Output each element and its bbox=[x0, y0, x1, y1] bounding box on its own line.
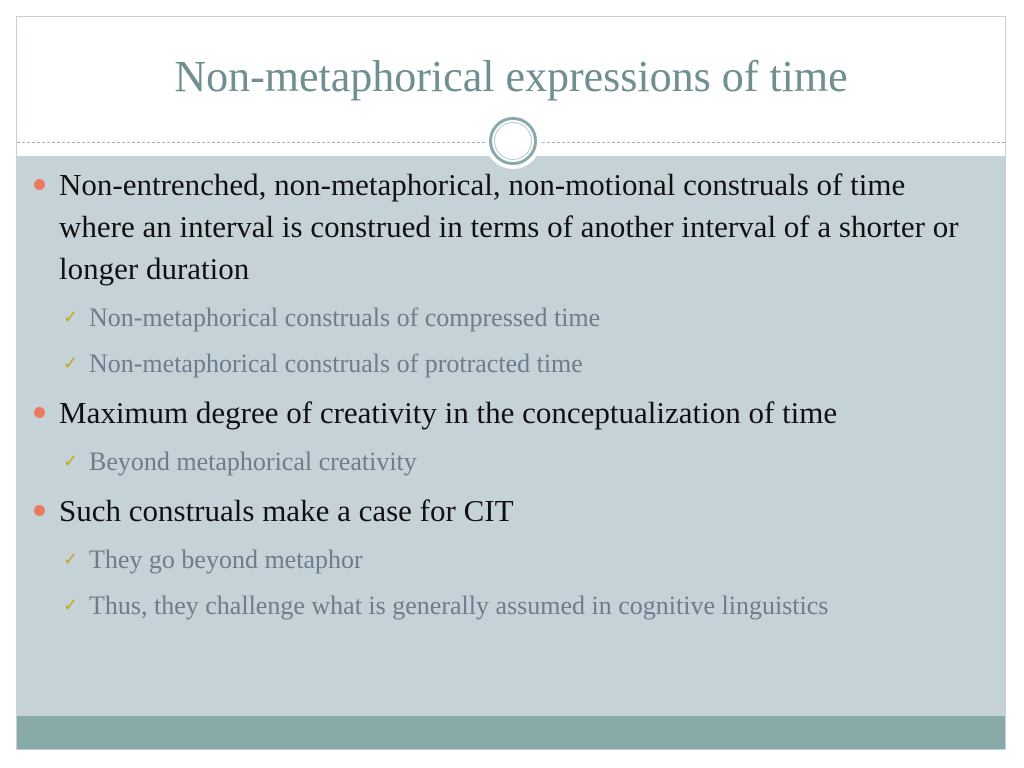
sub-bullet-text: Beyond metaphorical creativity bbox=[89, 447, 417, 476]
round-bullet-icon bbox=[34, 505, 45, 516]
sub-bullet-item bbox=[30, 345, 965, 382]
check-mark-icon: ✓ bbox=[63, 451, 79, 472]
bullet-item bbox=[30, 490, 965, 532]
inner-ring bbox=[494, 122, 532, 160]
check-mark-icon: ✓ bbox=[63, 595, 79, 616]
sub-bullet-item bbox=[30, 443, 965, 480]
slide-title: Non-metaphorical expressions of time bbox=[174, 52, 848, 101]
sub-bullet-text: Non-metaphorical construals of compressed time bbox=[89, 303, 601, 332]
sub-bullet-text: Thus, they challenge what is generally assumed in cognitive linguistics bbox=[89, 591, 829, 620]
bullet-list bbox=[30, 164, 965, 624]
bullet-text: Non-entrenched, non-metaphorical, non-motional construals of time where an interval is construed in terms of another interval of a shorter or longer duration bbox=[59, 167, 959, 286]
footer-band bbox=[17, 716, 1005, 750]
round-bullet-icon bbox=[34, 179, 45, 190]
bullet-text: Maximum degree of creativity in the conceptualization of time bbox=[59, 395, 838, 430]
bullet-text: Such construals make a case for CIT bbox=[59, 493, 514, 528]
sub-bullet-item bbox=[30, 299, 965, 336]
sub-bullet-item bbox=[30, 541, 965, 578]
sub-bullet-text: They go beyond metaphor bbox=[89, 545, 363, 574]
bullet-item bbox=[30, 392, 965, 434]
check-mark-icon: ✓ bbox=[63, 307, 79, 328]
check-mark-icon: ✓ bbox=[63, 549, 79, 570]
bullet-item bbox=[30, 164, 965, 290]
round-bullet-icon bbox=[34, 407, 45, 418]
sub-bullet-item bbox=[30, 587, 965, 624]
sub-bullet-text: Non-metaphorical construals of protracted time bbox=[89, 349, 583, 378]
check-mark-icon: ✓ bbox=[63, 353, 79, 374]
circle-ornament-icon bbox=[485, 113, 541, 169]
